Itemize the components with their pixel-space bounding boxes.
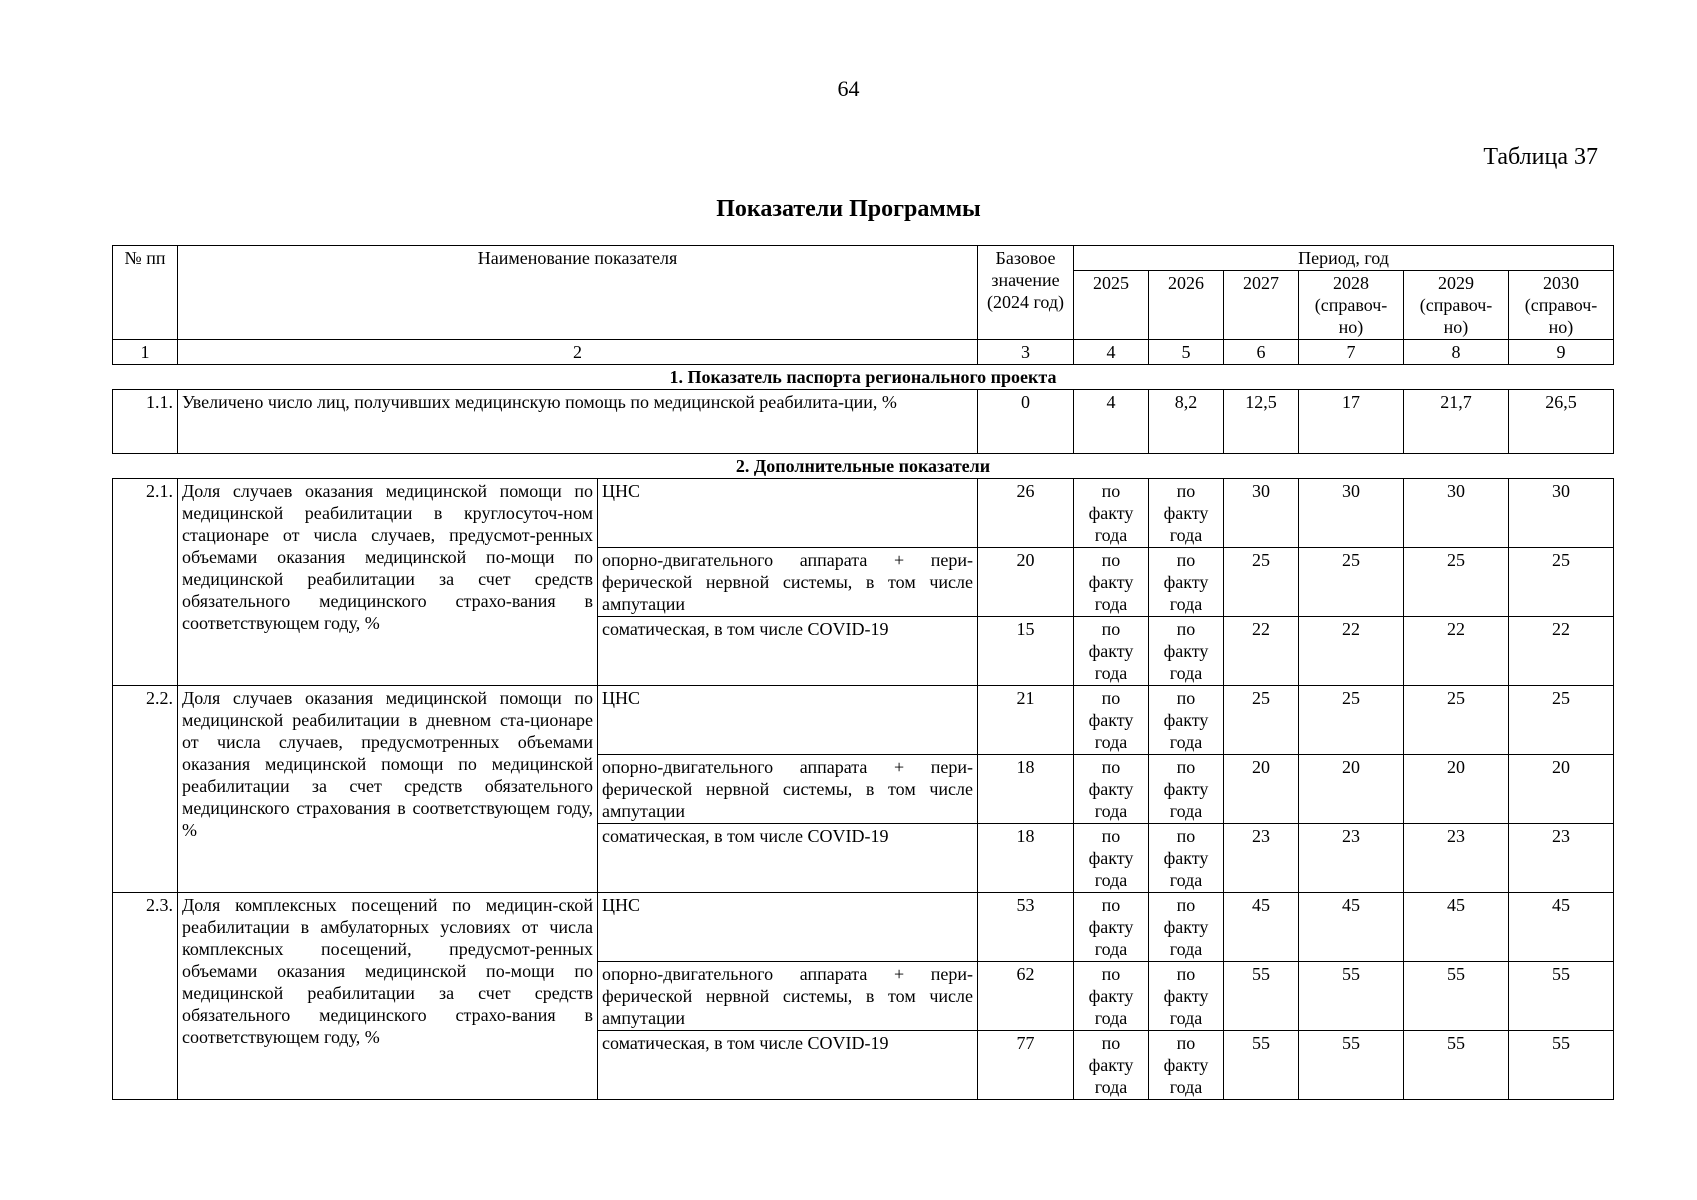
value-cell: 30 <box>1404 479 1509 548</box>
value-cell: 53 <box>978 893 1074 962</box>
value-cell: по факту года <box>1074 548 1149 617</box>
col-number: 9 <box>1509 340 1614 365</box>
value-cell: 45 <box>1509 893 1614 962</box>
value-cell: 8,2 <box>1149 390 1224 454</box>
value-cell: 55 <box>1509 962 1614 1031</box>
col-number: 3 <box>978 340 1074 365</box>
value-cell: 25 <box>1509 686 1614 755</box>
value-cell: 4 <box>1074 390 1149 454</box>
indicators-table <box>112 245 1614 1100</box>
header-year: 2027 <box>1224 271 1299 340</box>
value-cell: 22 <box>1299 617 1404 686</box>
value-cell: 20 <box>978 548 1074 617</box>
col-number: 2 <box>178 340 978 365</box>
section-1-title: 1. Показатель паспорта регионального проекта <box>113 365 1614 390</box>
section-heading-row <box>113 454 1614 479</box>
header-period: Период, год <box>1074 246 1614 271</box>
value-cell: 45 <box>1224 893 1299 962</box>
value-cell: 45 <box>1404 893 1509 962</box>
value-cell: 18 <box>978 755 1074 824</box>
col-number: 8 <box>1404 340 1509 365</box>
value-cell: 30 <box>1224 479 1299 548</box>
value-cell: 21,7 <box>1404 390 1509 454</box>
value-cell: по факту года <box>1074 686 1149 755</box>
header-year: 2025 <box>1074 271 1149 340</box>
profile-cell: опорно-двигательного аппарата + пери-ферической нервной системы, в том числе ампутации <box>598 962 978 1031</box>
col-number: 1 <box>113 340 178 365</box>
value-cell: 55 <box>1404 1031 1509 1100</box>
value-cell: 23 <box>1404 824 1509 893</box>
profile-cell: опорно-двигательного аппарата + пери-ферической нервной системы, в том числе ампутации <box>598 755 978 824</box>
value-cell: 22 <box>1509 617 1614 686</box>
header-name: Наименование показателя <box>178 246 978 340</box>
value-cell: 20 <box>1224 755 1299 824</box>
value-cell: 20 <box>1509 755 1614 824</box>
value-cell: 62 <box>978 962 1074 1031</box>
header-year: 2030 (справоч-но) <box>1509 271 1614 340</box>
value-cell: по факту года <box>1074 755 1149 824</box>
value-cell: 30 <box>1299 479 1404 548</box>
section-2-title: 2. Дополнительные показатели <box>113 454 1614 479</box>
row-number: 2.1. <box>113 479 178 686</box>
value-cell: 23 <box>1299 824 1404 893</box>
col-number: 6 <box>1224 340 1299 365</box>
profile-cell: соматическая, в том числе COVID-19 <box>598 1031 978 1100</box>
value-cell: 17 <box>1299 390 1404 454</box>
header-year: 2029 (справоч-но) <box>1404 271 1509 340</box>
value-cell: по факту года <box>1149 755 1224 824</box>
value-cell: по факту года <box>1149 893 1224 962</box>
table-row <box>113 893 1614 962</box>
value-cell: 77 <box>978 1031 1074 1100</box>
value-cell: по факту года <box>1149 617 1224 686</box>
profile-cell: соматическая, в том числе COVID-19 <box>598 824 978 893</box>
value-cell: 22 <box>1224 617 1299 686</box>
value-cell: 25 <box>1299 686 1404 755</box>
profile-cell: ЦНС <box>598 479 978 548</box>
row-number: 2.3. <box>113 893 178 1100</box>
value-cell: по факту года <box>1074 893 1149 962</box>
value-cell: по факту года <box>1149 1031 1224 1100</box>
value-cell: 55 <box>1404 962 1509 1031</box>
column-numbers-row <box>113 340 1614 365</box>
value-cell: по факту года <box>1074 479 1149 548</box>
header-row <box>113 246 1614 271</box>
col-number: 7 <box>1299 340 1404 365</box>
header-num: № пп <box>113 246 178 340</box>
header-year: 2026 <box>1149 271 1224 340</box>
value-cell: по факту года <box>1074 824 1149 893</box>
value-cell: 25 <box>1404 548 1509 617</box>
value-cell: 30 <box>1509 479 1614 548</box>
value-cell: 55 <box>1509 1031 1614 1100</box>
row-number: 2.2. <box>113 686 178 893</box>
value-cell: 55 <box>1299 1031 1404 1100</box>
value-cell: 0 <box>978 390 1074 454</box>
indicator-name: Доля комплексных посещений по медицин-ской реабилитации в амбулаторных условиях от числа комплексных посещений, предусмот-ренных объемами оказания медицинской по-мощи по медицинской реабилитации за счет средств обязательного медицинского страхо-вания в соответствующем году, % <box>178 893 598 1100</box>
indicator-name: Доля случаев оказания медицинской помощи по медицинской реабилитации в круглосуточ-ном стационаре от числа случаев, предусмот-ренных объемами оказания медицинской по-мощи по медицинской реабилитации за счет средств обязательного медицинского страхо-вания в соответствующем году, % <box>178 479 598 686</box>
value-cell: по факту года <box>1149 548 1224 617</box>
value-cell: 18 <box>978 824 1074 893</box>
value-cell: по факту года <box>1149 479 1224 548</box>
table-number: Таблица 37 <box>1483 144 1598 170</box>
indicator-name: Увеличено число лиц, получивших медицинскую помощь по медицинской реабилита-ции, % <box>178 390 978 454</box>
value-cell: по факту года <box>1149 824 1224 893</box>
value-cell: 20 <box>1299 755 1404 824</box>
value-cell: 25 <box>1224 686 1299 755</box>
profile-cell: ЦНС <box>598 686 978 755</box>
value-cell: по факту года <box>1074 962 1149 1031</box>
value-cell: 25 <box>1224 548 1299 617</box>
value-cell: 20 <box>1404 755 1509 824</box>
value-cell: 25 <box>1404 686 1509 755</box>
col-number: 4 <box>1074 340 1149 365</box>
value-cell: 25 <box>1299 548 1404 617</box>
value-cell: 55 <box>1224 1031 1299 1100</box>
value-cell: 25 <box>1509 548 1614 617</box>
value-cell: 23 <box>1224 824 1299 893</box>
table-title: Показатели Программы <box>716 196 981 222</box>
page-number: 64 <box>837 76 860 101</box>
value-cell: по факту года <box>1074 617 1149 686</box>
value-cell: 23 <box>1509 824 1614 893</box>
header-base: Базовое значение (2024 год) <box>978 246 1074 340</box>
value-cell: 55 <box>1224 962 1299 1031</box>
value-cell: 12,5 <box>1224 390 1299 454</box>
value-cell: 55 <box>1299 962 1404 1031</box>
value-cell: по факту года <box>1074 1031 1149 1100</box>
profile-cell: соматическая, в том числе COVID-19 <box>598 617 978 686</box>
col-number: 5 <box>1149 340 1224 365</box>
indicator-name: Доля случаев оказания медицинской помощи по медицинской реабилитации в дневном ста-ционаре от числа случаев, предусмотренных объемами оказания медицинской помощи по медицинской реабилитации за счет средств обязательного медицинского страхования в соответствующем году, % <box>178 686 598 893</box>
value-cell: по факту года <box>1149 962 1224 1031</box>
value-cell: 26,5 <box>1509 390 1614 454</box>
section-heading-row <box>113 365 1614 390</box>
value-cell: 45 <box>1299 893 1404 962</box>
value-cell: 22 <box>1404 617 1509 686</box>
profile-cell: опорно-двигательного аппарата + пери-ферической нервной системы, в том числе ампутации <box>598 548 978 617</box>
table-row <box>113 686 1614 755</box>
table-row <box>113 390 1614 454</box>
value-cell: 15 <box>978 617 1074 686</box>
value-cell: 21 <box>978 686 1074 755</box>
profile-cell: ЦНС <box>598 893 978 962</box>
value-cell: по факту года <box>1149 686 1224 755</box>
value-cell: 26 <box>978 479 1074 548</box>
row-number: 1.1. <box>113 390 178 454</box>
table-row <box>113 479 1614 548</box>
header-year: 2028 (справоч-но) <box>1299 271 1404 340</box>
